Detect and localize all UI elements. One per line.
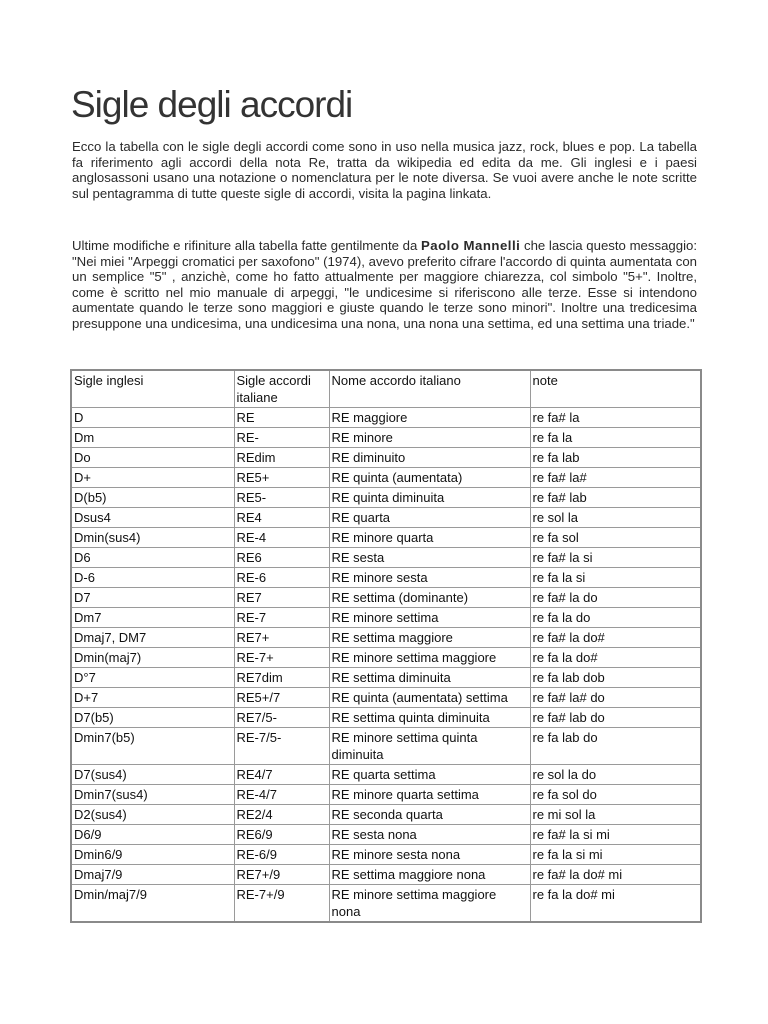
cell-english: D7(sus4) bbox=[71, 765, 234, 785]
cell-notes: re sol la bbox=[530, 508, 701, 528]
cell-name: RE minore settima maggiore nona bbox=[329, 885, 530, 923]
table-row bbox=[71, 805, 701, 825]
table-row bbox=[71, 825, 701, 845]
cell-notes: re fa lab do bbox=[530, 728, 701, 765]
cell-italian: RE7+/9 bbox=[234, 865, 329, 885]
cell-name: RE quinta (aumentata) bbox=[329, 468, 530, 488]
cell-name: RE minore quarta bbox=[329, 528, 530, 548]
cell-name: RE settima quinta diminuita bbox=[329, 708, 530, 728]
cell-name: RE maggiore bbox=[329, 408, 530, 428]
header-cell-notes: note bbox=[530, 370, 701, 408]
cell-italian: RE bbox=[234, 408, 329, 428]
table-row bbox=[71, 765, 701, 785]
cell-name: RE minore quarta settima bbox=[329, 785, 530, 805]
table-header-row bbox=[71, 370, 701, 408]
cell-english: Dmin(maj7) bbox=[71, 648, 234, 668]
cell-name: RE quarta settima bbox=[329, 765, 530, 785]
header-cell-english: Sigle inglesi bbox=[71, 370, 234, 408]
cell-name: RE settima maggiore nona bbox=[329, 865, 530, 885]
cell-english: Dmin6/9 bbox=[71, 845, 234, 865]
cell-english: D7 bbox=[71, 588, 234, 608]
cell-name: RE minore settima quinta diminuita bbox=[329, 728, 530, 765]
cell-notes: re fa# la do# bbox=[530, 628, 701, 648]
cell-english: Dm7 bbox=[71, 608, 234, 628]
cell-english: D bbox=[71, 408, 234, 428]
cell-italian: RE7+ bbox=[234, 628, 329, 648]
cell-notes: re fa la do# bbox=[530, 648, 701, 668]
cell-notes: re fa sol bbox=[530, 528, 701, 548]
table-row bbox=[71, 845, 701, 865]
cell-italian: RE7 bbox=[234, 588, 329, 608]
table-row bbox=[71, 865, 701, 885]
cell-english: Dmin/maj7/9 bbox=[71, 885, 234, 923]
table-row bbox=[71, 528, 701, 548]
credits-text-before: Ultime modifiche e rifiniture alla tabella fatte gentilmente da bbox=[72, 238, 421, 253]
cell-notes: re fa# la do# mi bbox=[530, 865, 701, 885]
cell-name: RE minore sesta bbox=[329, 568, 530, 588]
table-row bbox=[71, 688, 701, 708]
cell-english: D6/9 bbox=[71, 825, 234, 845]
cell-name: RE minore sesta nona bbox=[329, 845, 530, 865]
table-row bbox=[71, 568, 701, 588]
cell-notes: re fa# la si bbox=[530, 548, 701, 568]
cell-notes: re fa# la do bbox=[530, 588, 701, 608]
cell-english: Dmaj7/9 bbox=[71, 865, 234, 885]
cell-notes: re fa lab dob bbox=[530, 668, 701, 688]
cell-italian: RE6/9 bbox=[234, 825, 329, 845]
cell-notes: re fa# la bbox=[530, 408, 701, 428]
chord-table bbox=[70, 369, 702, 923]
cell-english: D-6 bbox=[71, 568, 234, 588]
table-row bbox=[71, 428, 701, 448]
cell-english: Dm bbox=[71, 428, 234, 448]
cell-notes: re fa# la si mi bbox=[530, 825, 701, 845]
cell-name: RE sesta bbox=[329, 548, 530, 568]
table-row bbox=[71, 668, 701, 688]
cell-notes: re fa# lab do bbox=[530, 708, 701, 728]
cell-italian: RE5+/7 bbox=[234, 688, 329, 708]
cell-italian: RE-4 bbox=[234, 528, 329, 548]
cell-italian: RE4 bbox=[234, 508, 329, 528]
cell-english: D(b5) bbox=[71, 488, 234, 508]
cell-italian: REdim bbox=[234, 448, 329, 468]
cell-english: D+7 bbox=[71, 688, 234, 708]
cell-name: RE sesta nona bbox=[329, 825, 530, 845]
cell-english: D2(sus4) bbox=[71, 805, 234, 825]
cell-english: Dmin7(sus4) bbox=[71, 785, 234, 805]
table-row bbox=[71, 488, 701, 508]
cell-italian: RE5- bbox=[234, 488, 329, 508]
cell-notes: re fa la do bbox=[530, 608, 701, 628]
cell-notes: re fa la bbox=[530, 428, 701, 448]
credits-paragraph bbox=[72, 238, 697, 332]
cell-notes: re fa# la# bbox=[530, 468, 701, 488]
cell-notes: re fa lab bbox=[530, 448, 701, 468]
cell-name: RE quarta bbox=[329, 508, 530, 528]
cell-italian: RE- bbox=[234, 428, 329, 448]
table-row bbox=[71, 648, 701, 668]
credits-text-after: che lascia questo messaggio: "Nei miei "Arpeggi cromatici per saxofono" (1974), avevo preferito cifrare l'accordo di quinta aumentata con un semplice "5" , anzichè, come ho fatto attualmente per maggiore chiarezza, col simbolo "5+". Inoltre, come è scritto nel mio manuale di arpeggi, "le undicesime si riferiscono alle terze. Esse si intendono aumentate quando le terze sono maggiori e giuste quando le terze sono minori". Inoltre una tredicesima presuppone una undicesima, una undicesima una nona, una nona una settima, ed una settima una triade." bbox=[72, 238, 698, 331]
header-cell-name: Nome accordo italiano bbox=[329, 370, 530, 408]
cell-english: Dmaj7, DM7 bbox=[71, 628, 234, 648]
cell-italian: RE6 bbox=[234, 548, 329, 568]
table-row bbox=[71, 885, 701, 923]
table-row bbox=[71, 448, 701, 468]
cell-name: RE minore settima maggiore bbox=[329, 648, 530, 668]
cell-notes: re fa la do# mi bbox=[530, 885, 701, 923]
cell-name: RE diminuito bbox=[329, 448, 530, 468]
cell-notes: re fa# la# do bbox=[530, 688, 701, 708]
cell-english: Dsus4 bbox=[71, 508, 234, 528]
cell-italian: RE-7+ bbox=[234, 648, 329, 668]
cell-italian: RE-6 bbox=[234, 568, 329, 588]
cell-notes: re fa la si bbox=[530, 568, 701, 588]
cell-italian: RE-7 bbox=[234, 608, 329, 628]
cell-notes: re sol la do bbox=[530, 765, 701, 785]
page-title: Sigle degli accordi bbox=[71, 84, 353, 125]
table-row bbox=[71, 708, 701, 728]
cell-notes: re mi sol la bbox=[530, 805, 701, 825]
cell-name: RE settima (dominante) bbox=[329, 588, 530, 608]
cell-name: RE quinta diminuita bbox=[329, 488, 530, 508]
cell-italian: RE5+ bbox=[234, 468, 329, 488]
cell-name: RE quinta (aumentata) settima bbox=[329, 688, 530, 708]
cell-notes: re fa# lab bbox=[530, 488, 701, 508]
intro-paragraph: Ecco la tabella con le sigle degli accordi come sono in uso nella musica jazz, rock, blues e pop. La tabella fa riferimento agli accordi della nota Re, tratta da wikipedia ed edita da me. Gli inglesi e i paesi anglosassoni usano una notazione o nomenclatura per le note diversa. Se vuoi avere anche le note scritte sul pentagramma di tutte queste sigle di accordi, visita la pagina linkata. bbox=[72, 139, 697, 201]
cell-english: Dmin7(b5) bbox=[71, 728, 234, 765]
cell-italian: RE-4/7 bbox=[234, 785, 329, 805]
table-row bbox=[71, 628, 701, 648]
cell-name: RE settima diminuita bbox=[329, 668, 530, 688]
table-row bbox=[71, 508, 701, 528]
table-row bbox=[71, 408, 701, 428]
table-row bbox=[71, 468, 701, 488]
cell-notes: re fa sol do bbox=[530, 785, 701, 805]
header-cell-italian: Sigle accordi italiane bbox=[234, 370, 329, 408]
table-row bbox=[71, 548, 701, 568]
table-row bbox=[71, 785, 701, 805]
cell-name: RE settima maggiore bbox=[329, 628, 530, 648]
table-row bbox=[71, 588, 701, 608]
cell-notes: re fa la si mi bbox=[530, 845, 701, 865]
cell-italian: RE2/4 bbox=[234, 805, 329, 825]
cell-italian: RE7dim bbox=[234, 668, 329, 688]
cell-english: D+ bbox=[71, 468, 234, 488]
cell-name: RE seconda quarta bbox=[329, 805, 530, 825]
table-row bbox=[71, 608, 701, 628]
cell-english: D°7 bbox=[71, 668, 234, 688]
cell-italian: RE-7+/9 bbox=[234, 885, 329, 923]
cell-name: RE minore bbox=[329, 428, 530, 448]
cell-italian: RE-7/5- bbox=[234, 728, 329, 765]
cell-english: D7(b5) bbox=[71, 708, 234, 728]
cell-english: D6 bbox=[71, 548, 234, 568]
cell-italian: RE7/5- bbox=[234, 708, 329, 728]
cell-italian: RE-6/9 bbox=[234, 845, 329, 865]
credits-author-name: Paolo Mannelli bbox=[420, 238, 521, 253]
cell-english: Do bbox=[71, 448, 234, 468]
cell-english: Dmin(sus4) bbox=[71, 528, 234, 548]
table-row bbox=[71, 728, 701, 765]
cell-italian: RE4/7 bbox=[234, 765, 329, 785]
cell-name: RE minore settima bbox=[329, 608, 530, 628]
